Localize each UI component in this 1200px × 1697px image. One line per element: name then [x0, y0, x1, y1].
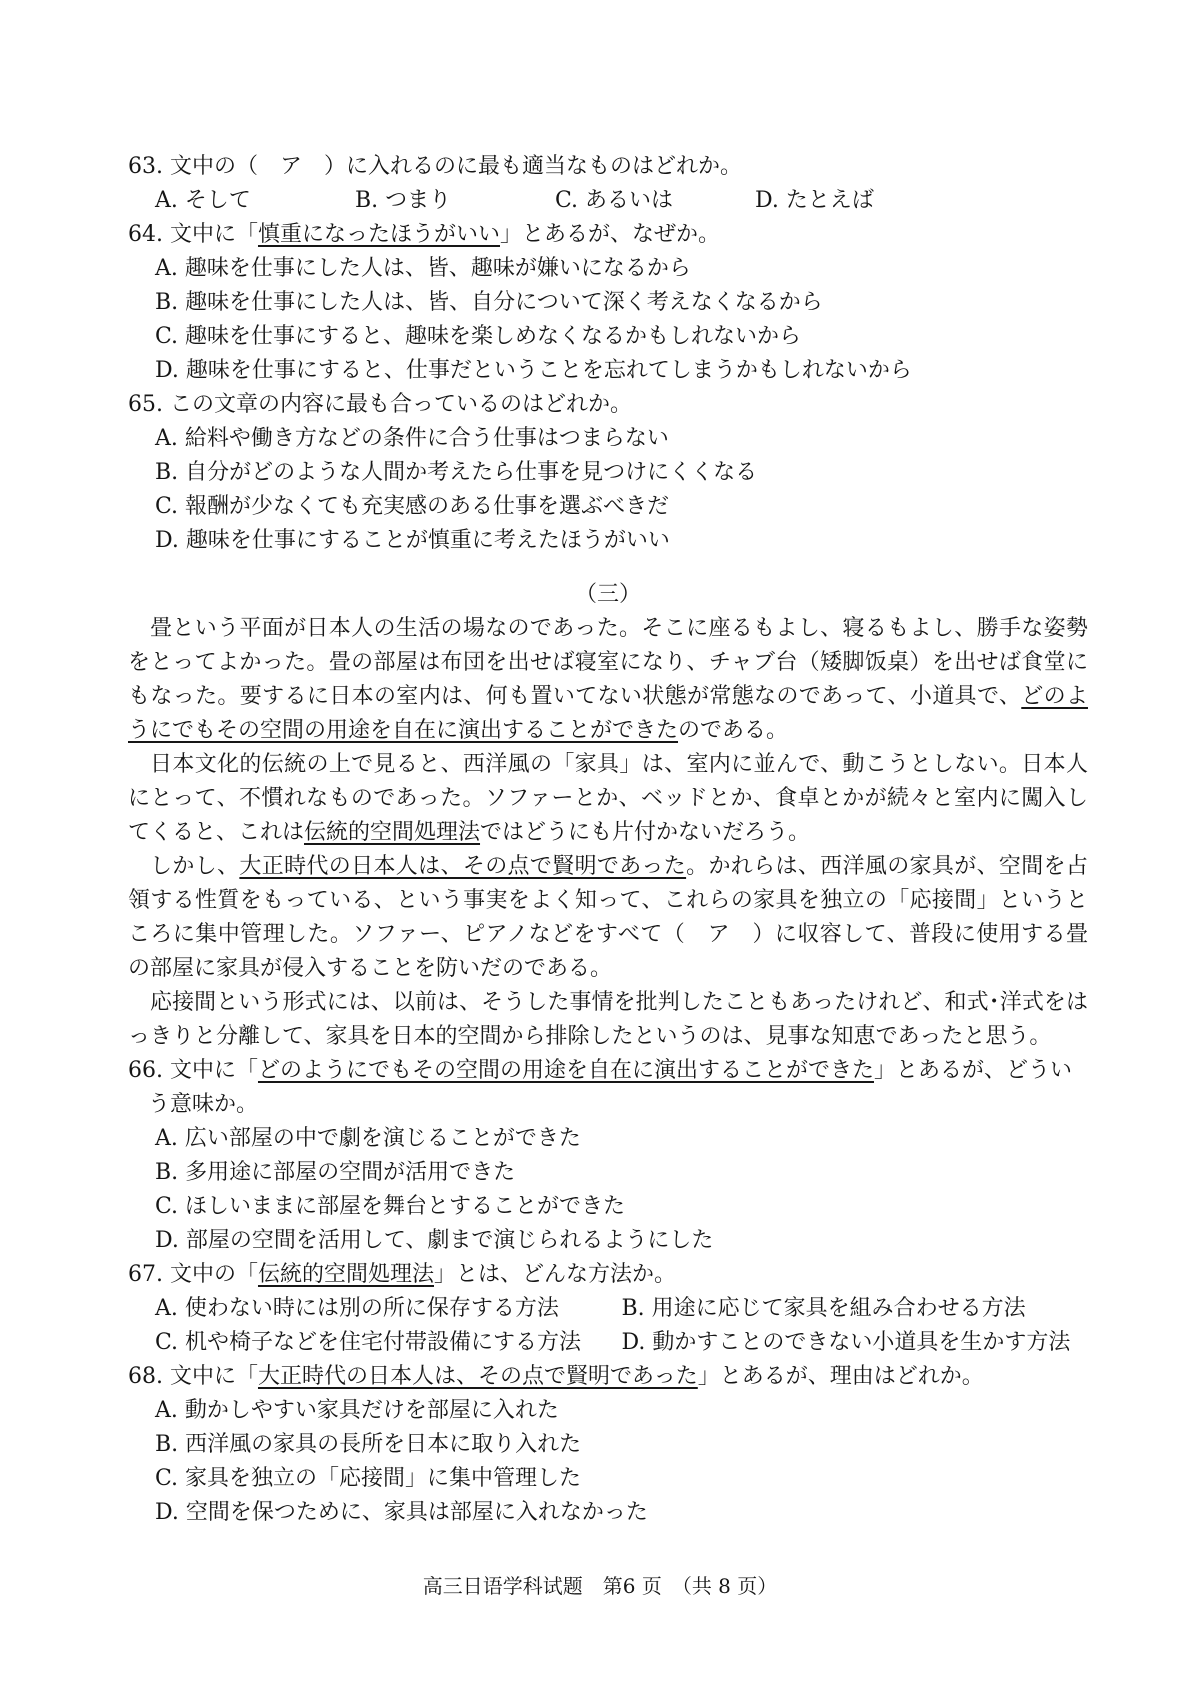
q63-option-a: A. そして [155, 188, 251, 213]
q67-stem-post: 」とは、どんな方法か。 [434, 1262, 677, 1287]
question-63-options [128, 184, 1088, 218]
q67-option-c: C. 机や椅子などを住宅付帯設備にする方法 [155, 1330, 582, 1355]
passage-paragraph-3 [128, 850, 1088, 986]
q68-option-b: B. 西洋風の家具の長所を日本に取り入れた [155, 1432, 582, 1457]
p2-text-b: ではどうにも片付かないだろう。 [480, 820, 811, 845]
q65-option-a: A. 給料や働き方などの条件に合う仕事はつまらない [155, 426, 669, 451]
q66-option-b: B. 多用途に部屋の空間が活用できた [155, 1160, 516, 1185]
question-67-stem [128, 1258, 1088, 1292]
q64-stem-quote: 慎重になったほうがいい [257, 222, 500, 247]
question-68-stem [128, 1360, 1088, 1394]
section-3-title: （三） [574, 582, 641, 607]
question-66-stem-cont: う意味か。 [148, 1092, 259, 1117]
question-64-stem [128, 218, 1088, 252]
q64-option-a: A. 趣味を仕事にした人は、皆、趣味が嫌いになるから [155, 256, 691, 281]
p2-underlined: 伝統的空間処理法 [304, 820, 481, 845]
passage-paragraph-1 [128, 612, 1088, 748]
q67-options-row-2 [128, 1326, 1088, 1360]
q66-option-d: D. 部屋の空間を活用して、劇まで演じられるようにした [155, 1228, 714, 1253]
q63-option-d: D. たとえば [755, 188, 874, 213]
q68-option-c: C. 家具を独立の「応接間」に集中管理した [155, 1466, 582, 1491]
q67-option-b: B. 用途に応じて家具を組み合わせる方法 [621, 1296, 1026, 1321]
page-footer: 高三日语学科试题 第6 页 （共 8 页） [422, 1574, 778, 1598]
q64-stem-post: 」とあるが、なぜか。 [500, 222, 721, 247]
q67-options-row-1 [128, 1292, 1088, 1326]
q63-option-b: B. つまり [355, 188, 452, 213]
p3-text-b: 。かれらは、西洋風の家具が、空間を占領する性質をもっている、という事実をよく知って、これらの家具を独立の「応接間」というところに集中管理した。ソファー、ピアノなどをすべて（ ア ）に収容して、普段に使用する畳の部屋に家具が侵入することを防いだのである。 [128, 854, 1088, 981]
q67-option-d: D. 動かすことのできない小道具を生かす方法 [621, 1330, 1071, 1355]
q63-option-c: C. あるいは [555, 188, 674, 213]
q67-stem-pre: 67. 文中の「 [128, 1262, 258, 1287]
q68-option-a: A. 動かしやすい家具だけを部屋に入れた [155, 1398, 559, 1423]
q64-option-c: C. 趣味を仕事にすると、趣味を楽しめなくなるかもしれないから [155, 324, 802, 349]
q66-option-c: C. ほしいままに部屋を舞台とすることができた [155, 1194, 626, 1219]
q68-option-d: D. 空間を保つために、家具は部屋に入れなかった [155, 1500, 648, 1525]
question-66-stem [128, 1054, 1088, 1088]
passage-paragraph-4: 応接間という形式には、以前は、そうした事情を批判したこともあったけれど、和式･洋式をはっきりと分離して、家具を日本的空間から排除したというのは、見事な知恵であったと思う。 [128, 990, 1088, 1049]
p3-underlined: 大正時代の日本人は、その点で賢明であった [239, 854, 687, 879]
question-63-stem: 63. 文中の（ ア ）に入れるのに最も適当なものはどれか。 [128, 154, 742, 179]
p1-underlined: どのようにでもその空間の用途を自在に演出することができた [128, 684, 1088, 743]
q68-stem-pre: 68. 文中に「 [128, 1364, 258, 1389]
p2-text-a: 日本文化的伝統の上で見ると、西洋風の「家具」は、室内に並んで、動こうとしない。日本人にとって、不慣れなものであった。ソファーとか、ベッドとか、食卓とかが続々と室内に闖入してくると、これは [128, 752, 1088, 845]
q65-option-b: B. 自分がどのような人間か考えたら仕事を見つけにくくなる [155, 460, 758, 485]
q66-stem-pre: 66. 文中に「 [128, 1058, 258, 1083]
q66-option-a: A. 広い部屋の中で劇を演じることができた [155, 1126, 581, 1151]
q64-option-b: B. 趣味を仕事にした人は、皆、自分について深く考えなくなるから [155, 290, 823, 315]
q67-option-a: A. 使わない時には別の所に保存する方法 [155, 1296, 559, 1321]
q64-stem-pre: 64. 文中に「 [128, 222, 258, 247]
q66-stem-post: 」とあるが、どうい [874, 1058, 1073, 1083]
q68-stem-post: 」とあるが、理由はどれか。 [697, 1364, 984, 1389]
question-65-stem: 65. この文章の内容に最も合っているのはどれか。 [128, 392, 632, 417]
passage-paragraph-2 [128, 748, 1088, 850]
p1-text-a: 畳という平面が日本人の生活の場なのであった。そこに座るもよし、寝るもよし、勝手な姿勢をとってよかった。畳の部屋は布団を出せば寝室になり、チャブ台（矮脚饭桌）を出せば食堂にもなった。要するに日本の室内は、何も置いてない状態が常態なのであって、小道具で、 [128, 616, 1088, 709]
q67-stem-quote: 伝統的空間処理法 [257, 1262, 434, 1287]
q64-option-d: D. 趣味を仕事にすると、仕事だということを忘れてしまうかもしれないから [155, 358, 912, 383]
q65-option-c: C. 報酬が少なくても充実感のある仕事を選ぶべきだ [155, 494, 670, 519]
p1-text-b: のである。 [678, 718, 789, 743]
p3-text-a: しかし、 [150, 854, 240, 879]
q65-option-d: D. 趣味を仕事にすることが慎重に考えたほうがいい [155, 528, 670, 553]
q68-stem-quote: 大正時代の日本人は、その点で賢明であった [257, 1364, 698, 1389]
page-content [128, 150, 1088, 1530]
q66-stem-quote: どのようにでもその空間の用途を自在に演出することができた [257, 1058, 874, 1083]
